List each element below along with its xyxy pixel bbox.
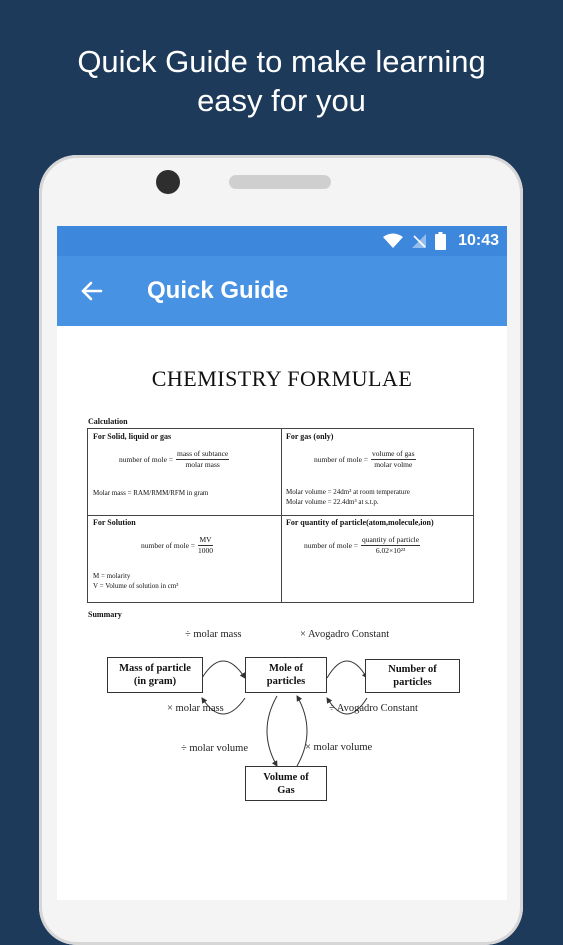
fraction-denominator: molar volme	[374, 460, 413, 469]
cell-note: V = Volume of solution in cm³	[93, 582, 179, 590]
status-bar	[57, 226, 507, 256]
label-div-avogadro: ÷ Avogadro Constant	[329, 703, 418, 714]
equation-lhs: number of mole =	[304, 541, 359, 550]
label-times-avogadro: × Avogadro Constant	[300, 629, 390, 640]
fraction-numerator: mass of subtance	[177, 449, 229, 458]
equation-lhs: number of mole =	[314, 455, 369, 464]
fraction-denominator: 1000	[198, 546, 214, 555]
headline-line-1: Quick Guide to make learning	[77, 44, 486, 79]
box-number-of-particles	[365, 659, 460, 693]
box-line: particles	[393, 677, 432, 688]
document-title: CHEMISTRY FORMULAE	[151, 366, 413, 391]
box-line: (in gram)	[133, 676, 177, 687]
label-times-molar-volume: × molar volume	[305, 742, 373, 753]
cell-note: M = molarity	[93, 572, 131, 580]
cell-header: For Solution	[93, 518, 136, 527]
box-line: particles	[266, 676, 306, 687]
fraction-denominator: molar mass	[185, 460, 220, 469]
summary-diagram-arrows	[57, 326, 507, 900]
box-line: Gas	[277, 784, 295, 796]
box-mass-of-particle	[107, 657, 203, 693]
cell-note: Molar volume = 22.4dm³ at s.t.p.	[286, 498, 379, 506]
label-times-molar-mass: × molar mass	[167, 703, 224, 714]
label-div-molar-mass: ÷ molar mass	[185, 629, 242, 640]
equation-lhs: number of mole =	[141, 541, 196, 550]
box-line: Number of	[388, 664, 437, 675]
box-volume-of-gas	[245, 766, 327, 801]
calculation-label: Calculation	[88, 417, 128, 426]
fraction-numerator: quantity of particle	[362, 535, 420, 544]
headline-line-2: easy for you	[197, 83, 366, 118]
summary-label: Summary	[88, 610, 122, 619]
document-page	[57, 326, 507, 900]
camera-icon	[156, 170, 180, 194]
cell-header: For quantity of particle(atom,molecule,ion)	[286, 518, 434, 527]
cell-header: For Solid, liquid or gas	[93, 432, 172, 441]
promo-headline	[0, 42, 563, 120]
arrow-left-icon[interactable]	[77, 276, 107, 306]
fraction-denominator: 6.02×10²³	[375, 546, 406, 555]
app-bar-title: Quick Guide	[147, 277, 289, 304]
box-line: Mole of	[268, 663, 304, 674]
label-div-molar-volume: ÷ molar volume	[181, 743, 248, 754]
wifi-icon	[383, 233, 403, 249]
box-line: Mass of particle	[119, 663, 191, 674]
box-mole-of-particles	[245, 657, 327, 693]
equation-lhs: number of mole =	[119, 455, 174, 464]
cell-note: Molar mass = RAM/RMM/RFM in gram	[93, 489, 209, 497]
phone-screen	[57, 226, 507, 900]
battery-icon	[435, 232, 446, 250]
cell-header: For gas (only)	[286, 432, 334, 441]
fraction-numerator: volume of gas	[372, 449, 415, 458]
speaker-grille	[229, 175, 331, 189]
cell-note: Molar volume = 24dm³ at room temperature	[286, 488, 410, 496]
fraction-numerator: MV	[199, 535, 212, 544]
box-line: Volume of	[263, 771, 309, 783]
no-signal-icon	[411, 233, 427, 249]
status-time: 10:43	[458, 232, 499, 249]
app-bar	[57, 256, 507, 326]
